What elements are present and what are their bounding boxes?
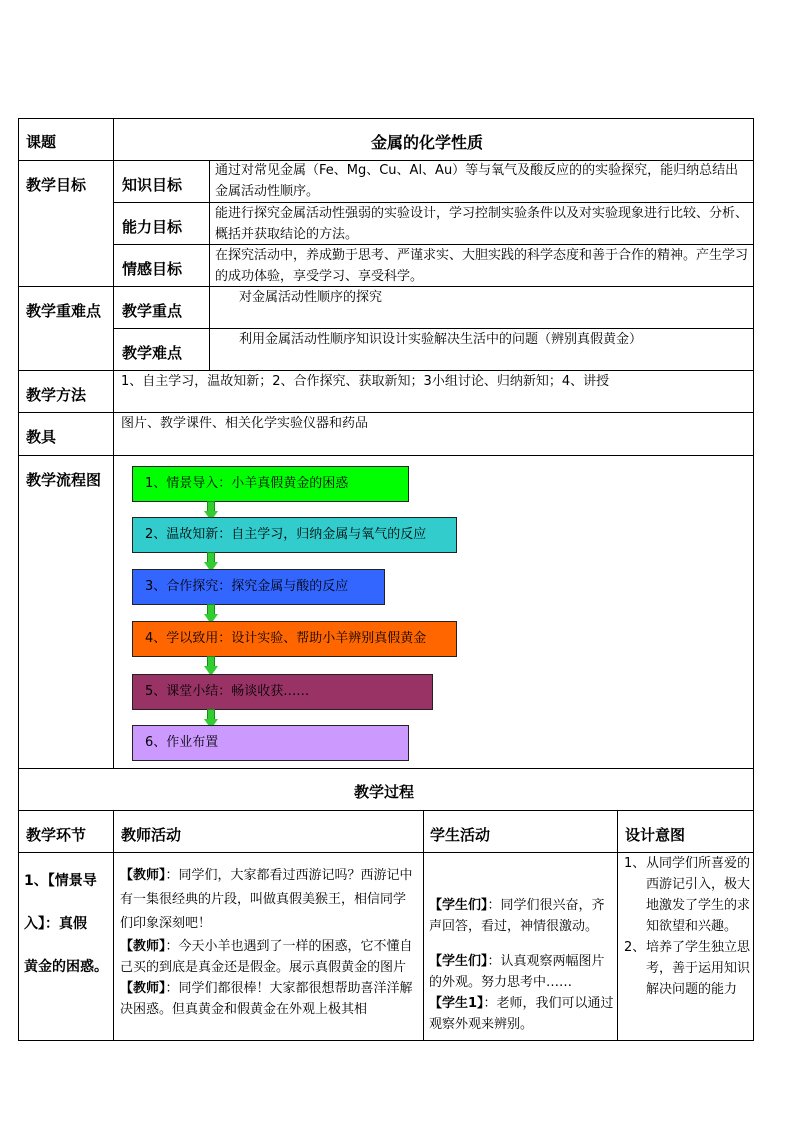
- ability-goal-text: 能进行探究金属活动性强弱的实验设计，学习控制实验条件以及对实验现象进行比较、分析、概括并获取结论的方法。: [215, 206, 749, 242]
- process-title: 教学过程: [354, 783, 415, 801]
- teacher-text: ：同学们都很棒！大家都很想帮助喜洋洋解决困惑。但真黄金和假黄金在外观上极其相: [120, 981, 413, 1017]
- design-intent: [624, 853, 750, 1000]
- key-point-label: 教学重点: [122, 302, 183, 320]
- stage-line: 1、【情景导: [24, 873, 97, 889]
- flow-step-3: 3、合作探究：探究金属与酸的反应: [132, 569, 385, 605]
- teacher-activity: [120, 864, 418, 1039]
- course-label: 课题: [26, 133, 57, 151]
- teacher-text: ：今天小羊也遇到了一样的困惑，它不懂自己买的到底是真金还是假金。展示真假黄金的图片: [120, 939, 413, 975]
- stage-line: 入】：真假: [24, 916, 87, 932]
- flow-step-2: 2、温故知新：自主学习，归纳金属与氧气的反应: [132, 517, 457, 553]
- difficulty-text: 利用金属活动性顺序知识设计实验解决生活中的问题（辨别真假黄金）: [239, 332, 643, 347]
- intent-item: [624, 853, 750, 937]
- knowledge-goal-text: 通过对常见金属（Fe、Mg、Cu、Al、Au）等与氧气及酸反应的的实验探究，能归纳总结出金属活动性顺序。: [215, 163, 739, 199]
- teacher-paragraph: [120, 864, 418, 936]
- method-label: 教学方法: [26, 386, 87, 404]
- teacher-tag: 【教师】: [120, 868, 166, 883]
- key-points-label: 教学重难点: [26, 302, 102, 320]
- flow-step-1: 1、情景导入：小羊真假黄金的困惑: [132, 466, 409, 502]
- key-point-text: 对金属活动性顺序的探究: [239, 290, 383, 305]
- student-paragraph: [429, 993, 615, 1035]
- student-text: ：老师，我们可以通过观察外观来辨别。: [429, 996, 614, 1032]
- difficulty-label: 教学难点: [122, 344, 183, 362]
- flow-step-5: 5、课堂小结：畅谈收获……: [132, 674, 433, 710]
- teacher-paragraph: [120, 978, 418, 1020]
- emotion-goal-label: 情感目标: [122, 260, 183, 278]
- student-tag: 【学生们】: [429, 954, 488, 969]
- student-tag: 【学生1】: [429, 996, 484, 1011]
- teacher-paragraph: [120, 936, 418, 978]
- col-intent: 设计意图: [625, 826, 686, 844]
- emotion-goal-text: 在探究活动中，养成勤于思考、严谨求实、大胆实践的科学态度和善于合作的精神。产生学习的成功体验，享受学习、享受科学。: [215, 248, 749, 284]
- intent-num: 2、: [624, 940, 646, 955]
- student-activity: [429, 895, 615, 1035]
- col-student: 学生活动: [430, 826, 491, 844]
- tools-text: 图片、教学课件、相关化学实验仪器和药品: [121, 416, 369, 431]
- stage-line: 黄金的困惑。: [24, 959, 108, 975]
- flow-step-6: 6、作业布置: [132, 725, 409, 761]
- student-text: ：同学们很兴奋，齐声回答，看过，神情很激动。: [429, 898, 605, 934]
- intent-text: 从同学们所喜爱的西游记引入，极大地激发了学生的求知欲望和兴趣。: [646, 856, 751, 934]
- teacher-tag: 【教师】: [120, 939, 166, 954]
- flowchart-label: 教学流程图: [26, 471, 102, 489]
- teacher-text: ：同学们，大家都看过西游记吗？西游记中有一集很经典的片段，叫做真假美猴王，相信同学们印象深刻吧！: [120, 868, 413, 931]
- intent-text: 培养了学生独立思考，善于运用知识解决问题的能力: [646, 940, 751, 997]
- knowledge-goal-label: 知识目标: [122, 176, 183, 194]
- col-teacher: 教师活动: [121, 826, 182, 844]
- student-tag: 【学生们】: [429, 898, 488, 913]
- flow-step-4: 4、学以致用：设计实验、帮助小羊辨别真假黄金: [132, 621, 457, 657]
- intent-num: 1、: [624, 856, 646, 871]
- student-text: ：认真观察两幅图片的外观。努力思考中……: [429, 954, 605, 990]
- student-paragraph: [429, 951, 615, 993]
- teacher-tag: 【教师】: [120, 981, 166, 996]
- objectives-label: 教学目标: [26, 176, 87, 194]
- flow-arrow-down-icon: [204, 656, 218, 676]
- intent-item: [624, 937, 750, 1000]
- course-title: 金属的化学性质: [371, 133, 484, 152]
- ability-goal-label: 能力目标: [122, 218, 183, 236]
- stage-cell: [24, 860, 114, 989]
- student-paragraph: [429, 895, 615, 937]
- col-stage: 教学环节: [26, 826, 87, 844]
- tools-label: 教具: [26, 428, 57, 446]
- method-text: 1、自主学习，温故知新；2、合作探究、获取新知；3小组讨论、归纳新知；4、讲授: [121, 374, 610, 389]
